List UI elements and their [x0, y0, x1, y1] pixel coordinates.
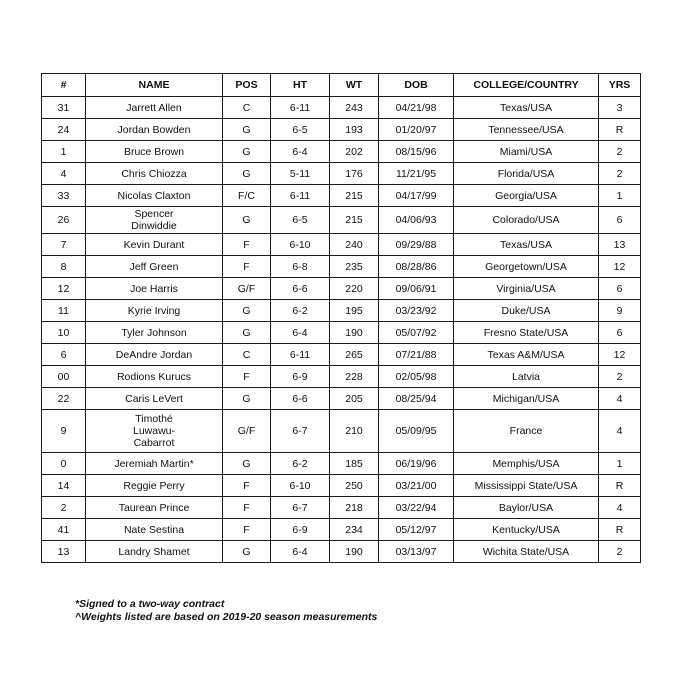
- player-name-line: Jarrett Allen: [126, 101, 182, 114]
- cell-position: G: [223, 453, 271, 475]
- cell-number: 1: [42, 141, 86, 163]
- cell-name: [86, 256, 223, 278]
- cell-years: 12: [599, 256, 641, 278]
- cell-years: 12: [599, 344, 641, 366]
- cell-height: 6-11: [271, 97, 330, 119]
- cell-name: [86, 141, 223, 163]
- cell-number: 6: [42, 344, 86, 366]
- table-row: [42, 541, 641, 563]
- cell-position: C: [223, 344, 271, 366]
- cell-dob: 08/28/86: [379, 256, 454, 278]
- table-row: [42, 475, 641, 497]
- cell-name: [86, 234, 223, 256]
- cell-weight: 193: [330, 119, 379, 141]
- player-name-line: Tyler Johnson: [121, 326, 187, 339]
- table-header-row: [42, 74, 641, 97]
- cell-position: G: [223, 388, 271, 410]
- cell-weight: 240: [330, 234, 379, 256]
- cell-years: R: [599, 519, 641, 541]
- cell-weight: 265: [330, 344, 379, 366]
- cell-height: 6-9: [271, 366, 330, 388]
- cell-position: G: [223, 163, 271, 185]
- table-row: [42, 207, 641, 234]
- cell-college-country: Florida/USA: [454, 163, 599, 185]
- cell-name: [86, 163, 223, 185]
- cell-weight: 218: [330, 497, 379, 519]
- cell-name: [86, 278, 223, 300]
- cell-weight: 190: [330, 322, 379, 344]
- cell-years: 4: [599, 410, 641, 453]
- table-row: [42, 141, 641, 163]
- cell-position: F/C: [223, 185, 271, 207]
- cell-position: G: [223, 300, 271, 322]
- cell-position: C: [223, 97, 271, 119]
- cell-name: [86, 541, 223, 563]
- cell-name: [86, 366, 223, 388]
- roster-table: [41, 73, 641, 563]
- cell-college-country: Miami/USA: [454, 141, 599, 163]
- cell-name: [86, 497, 223, 519]
- cell-college-country: Virginia/USA: [454, 278, 599, 300]
- cell-number: 13: [42, 541, 86, 563]
- cell-dob: 05/09/95: [379, 410, 454, 453]
- player-name-line: Timothé: [135, 413, 173, 425]
- cell-college-country: Kentucky/USA: [454, 519, 599, 541]
- player-name-line: Rodions Kurucs: [116, 370, 192, 383]
- cell-number: 0: [42, 453, 86, 475]
- cell-weight: 235: [330, 256, 379, 278]
- player-name-line: Caris LeVert: [125, 392, 183, 405]
- cell-height: 6-5: [271, 207, 330, 234]
- cell-dob: 01/20/97: [379, 119, 454, 141]
- cell-position: G: [223, 541, 271, 563]
- cell-weight: 215: [330, 185, 379, 207]
- player-name-line: Taurean Prince: [118, 501, 190, 514]
- cell-name: [86, 388, 223, 410]
- cell-number: 33: [42, 185, 86, 207]
- cell-dob: 11/21/95: [379, 163, 454, 185]
- table-row: [42, 119, 641, 141]
- cell-position: F: [223, 234, 271, 256]
- cell-dob: 03/23/92: [379, 300, 454, 322]
- cell-height: 6-4: [271, 141, 330, 163]
- cell-years: 2: [599, 163, 641, 185]
- table-row: [42, 366, 641, 388]
- cell-height: 6-11: [271, 185, 330, 207]
- cell-number: 26: [42, 207, 86, 234]
- cell-college-country: Michigan/USA: [454, 388, 599, 410]
- cell-name: [86, 344, 223, 366]
- cell-college-country: Georgetown/USA: [454, 256, 599, 278]
- cell-weight: 185: [330, 453, 379, 475]
- cell-name: [86, 207, 223, 234]
- cell-height: 6-6: [271, 388, 330, 410]
- cell-name: [86, 300, 223, 322]
- cell-height: 6-9: [271, 519, 330, 541]
- cell-position: G: [223, 322, 271, 344]
- cell-number: 11: [42, 300, 86, 322]
- cell-height: 6-2: [271, 300, 330, 322]
- cell-dob: 05/12/97: [379, 519, 454, 541]
- cell-number: 10: [42, 322, 86, 344]
- table-row: [42, 410, 641, 453]
- cell-years: 3: [599, 97, 641, 119]
- cell-position: G: [223, 141, 271, 163]
- cell-college-country: Texas A&M/USA: [454, 344, 599, 366]
- cell-years: 1: [599, 185, 641, 207]
- cell-years: 13: [599, 234, 641, 256]
- player-name-line: Joe Harris: [130, 282, 178, 295]
- header-position: POS: [223, 74, 271, 97]
- cell-position: F: [223, 256, 271, 278]
- cell-dob: 08/15/96: [379, 141, 454, 163]
- cell-college-country: Colorado/USA: [454, 207, 599, 234]
- cell-years: 2: [599, 541, 641, 563]
- player-name-line: Chris Chiozza: [121, 167, 187, 180]
- player-name-line: Nicolas Claxton: [117, 189, 191, 202]
- cell-position: F: [223, 366, 271, 388]
- cell-height: 6-7: [271, 497, 330, 519]
- cell-weight: 205: [330, 388, 379, 410]
- player-name-line: Spencer: [134, 208, 174, 220]
- cell-college-country: Latvia: [454, 366, 599, 388]
- cell-number: 7: [42, 234, 86, 256]
- cell-weight: 202: [330, 141, 379, 163]
- player-name-line: Kevin Durant: [123, 238, 185, 251]
- table-row: [42, 256, 641, 278]
- cell-position: F: [223, 519, 271, 541]
- player-name-line: Reggie Perry: [123, 479, 185, 492]
- header-weight: WT: [330, 74, 379, 97]
- cell-college-country: Mississippi State/USA: [454, 475, 599, 497]
- table-row: [42, 300, 641, 322]
- table-row: [42, 185, 641, 207]
- cell-height: 6-7: [271, 410, 330, 453]
- cell-years: 2: [599, 141, 641, 163]
- cell-position: F: [223, 475, 271, 497]
- cell-years: 1: [599, 453, 641, 475]
- cell-weight: 215: [330, 207, 379, 234]
- table-row: [42, 322, 641, 344]
- cell-height: 6-11: [271, 344, 330, 366]
- cell-years: 4: [599, 497, 641, 519]
- player-name-line: Jordan Bowden: [117, 123, 191, 136]
- header-height: HT: [271, 74, 330, 97]
- cell-number: 31: [42, 97, 86, 119]
- cell-college-country: Wichita State/USA: [454, 541, 599, 563]
- cell-name: [86, 322, 223, 344]
- player-name-line: Dinwiddie: [131, 220, 177, 232]
- cell-weight: 250: [330, 475, 379, 497]
- cell-years: 6: [599, 322, 641, 344]
- cell-name: [86, 519, 223, 541]
- cell-dob: 03/22/94: [379, 497, 454, 519]
- header-college-country: COLLEGE/COUNTRY: [454, 74, 599, 97]
- cell-years: 6: [599, 278, 641, 300]
- cell-dob: 03/21/00: [379, 475, 454, 497]
- footnotes: [75, 598, 377, 624]
- player-name-line: Cabarrot: [133, 437, 175, 449]
- cell-name: [86, 453, 223, 475]
- player-name-line: Nate Sestina: [123, 523, 185, 536]
- player-name-line: Kyrie Irving: [127, 304, 181, 317]
- cell-name: [86, 410, 223, 453]
- cell-number: 12: [42, 278, 86, 300]
- player-name-line: Luwawu-: [132, 425, 176, 437]
- cell-college-country: Tennessee/USA: [454, 119, 599, 141]
- cell-dob: 07/21/88: [379, 344, 454, 366]
- cell-name: [86, 119, 223, 141]
- cell-dob: 09/06/91: [379, 278, 454, 300]
- footnote-weights: ^Weights listed are based on 2019-20 season measurements: [75, 611, 378, 623]
- cell-years: 4: [599, 388, 641, 410]
- cell-weight: 220: [330, 278, 379, 300]
- cell-weight: 234: [330, 519, 379, 541]
- cell-years: 9: [599, 300, 641, 322]
- cell-name: [86, 185, 223, 207]
- cell-college-country: Georgia/USA: [454, 185, 599, 207]
- footnote-two-way: *Signed to a two-way contract: [75, 598, 225, 610]
- player-name-line: Landry Shamet: [118, 545, 190, 558]
- header-years: YRS: [599, 74, 641, 97]
- header-dob: DOB: [379, 74, 454, 97]
- cell-name: [86, 475, 223, 497]
- cell-position: G: [223, 119, 271, 141]
- table-row: [42, 234, 641, 256]
- table-row: [42, 278, 641, 300]
- player-name-line: Jeff Green: [129, 260, 179, 273]
- cell-dob: 04/17/99: [379, 185, 454, 207]
- cell-dob: 09/29/88: [379, 234, 454, 256]
- cell-number: 00: [42, 366, 86, 388]
- roster-body: [42, 97, 641, 563]
- cell-number: 4: [42, 163, 86, 185]
- cell-number: 24: [42, 119, 86, 141]
- cell-years: 6: [599, 207, 641, 234]
- cell-position: G: [223, 207, 271, 234]
- cell-number: 41: [42, 519, 86, 541]
- table-row: [42, 97, 641, 119]
- cell-college-country: France: [454, 410, 599, 453]
- cell-weight: 243: [330, 97, 379, 119]
- table-row: [42, 388, 641, 410]
- cell-number: 8: [42, 256, 86, 278]
- cell-height: 6-10: [271, 234, 330, 256]
- cell-weight: 228: [330, 366, 379, 388]
- cell-number: 9: [42, 410, 86, 453]
- cell-height: 6-5: [271, 119, 330, 141]
- cell-number: 22: [42, 388, 86, 410]
- table-row: [42, 519, 641, 541]
- cell-number: 14: [42, 475, 86, 497]
- cell-college-country: Fresno State/USA: [454, 322, 599, 344]
- cell-college-country: Memphis/USA: [454, 453, 599, 475]
- cell-dob: 06/19/96: [379, 453, 454, 475]
- cell-height: 6-4: [271, 322, 330, 344]
- cell-college-country: Texas/USA: [454, 97, 599, 119]
- cell-college-country: Duke/USA: [454, 300, 599, 322]
- cell-college-country: Baylor/USA: [454, 497, 599, 519]
- cell-height: 6-6: [271, 278, 330, 300]
- player-name-line: DeAndre Jordan: [115, 348, 193, 361]
- cell-weight: 210: [330, 410, 379, 453]
- cell-college-country: Texas/USA: [454, 234, 599, 256]
- cell-number: 2: [42, 497, 86, 519]
- table-row: [42, 453, 641, 475]
- cell-weight: 195: [330, 300, 379, 322]
- header-number: #: [42, 74, 86, 97]
- cell-height: 6-8: [271, 256, 330, 278]
- cell-weight: 190: [330, 541, 379, 563]
- cell-dob: 03/13/97: [379, 541, 454, 563]
- table-row: [42, 497, 641, 519]
- table-row: [42, 163, 641, 185]
- cell-position: G/F: [223, 278, 271, 300]
- header-name: NAME: [86, 74, 223, 97]
- cell-dob: 02/05/98: [379, 366, 454, 388]
- cell-height: 6-2: [271, 453, 330, 475]
- cell-height: 5-11: [271, 163, 330, 185]
- cell-height: 6-4: [271, 541, 330, 563]
- cell-years: R: [599, 475, 641, 497]
- cell-name: [86, 97, 223, 119]
- player-name-line: Bruce Brown: [123, 145, 185, 158]
- player-name-line: Jeremiah Martin*: [114, 457, 194, 470]
- cell-years: R: [599, 119, 641, 141]
- cell-dob: 04/21/98: [379, 97, 454, 119]
- cell-weight: 176: [330, 163, 379, 185]
- table-row: [42, 344, 641, 366]
- cell-dob: 08/25/94: [379, 388, 454, 410]
- cell-dob: 04/06/93: [379, 207, 454, 234]
- cell-dob: 05/07/92: [379, 322, 454, 344]
- cell-height: 6-10: [271, 475, 330, 497]
- cell-years: 2: [599, 366, 641, 388]
- cell-position: F: [223, 497, 271, 519]
- cell-position: G/F: [223, 410, 271, 453]
